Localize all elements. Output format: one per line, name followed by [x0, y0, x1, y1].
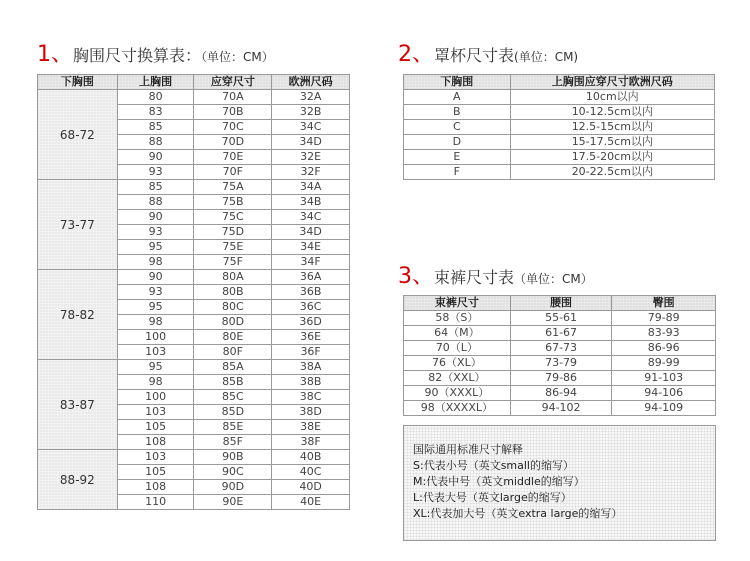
- bust-cell: 95: [117, 240, 194, 255]
- section1-unit: （单位：CM）: [201, 50, 274, 64]
- hip-cell: 89-99: [612, 356, 716, 371]
- bust-cell: 110: [117, 495, 194, 510]
- table-row: [38, 270, 350, 285]
- shapewear-size-cell: 98（XXXXL）: [404, 401, 511, 416]
- table-row: [404, 311, 716, 326]
- header-bust: 上胸围: [117, 75, 194, 90]
- hip-cell: 83-93: [612, 326, 716, 341]
- eu-size-cell: 36A: [272, 270, 350, 285]
- header-eu-size: 欧洲尺码: [272, 75, 350, 90]
- notes-line-xl: XL:代表加大号（英文extra large的缩写）: [413, 507, 623, 520]
- eu-size-cell: 38E: [272, 420, 350, 435]
- eu-size-cell: 34C: [272, 210, 350, 225]
- bust-cell: 108: [117, 435, 194, 450]
- shapewear-size-table: [403, 295, 716, 416]
- waist-cell: 86-94: [510, 386, 612, 401]
- hip-cell: 94-106: [612, 386, 716, 401]
- size-cell: 70C: [194, 120, 272, 135]
- table-row: [38, 450, 350, 465]
- table-row: [404, 326, 716, 341]
- size-cell: 90B: [194, 450, 272, 465]
- table-row: [38, 360, 350, 375]
- size-cell: 70D: [194, 135, 272, 150]
- waist-cell: 61-67: [510, 326, 612, 341]
- eu-size-cell: 36F: [272, 345, 350, 360]
- bust-cell: 98: [117, 255, 194, 270]
- waist-cell: 55-61: [510, 311, 612, 326]
- notes-line-s: S:代表小号（英文small的缩写）: [413, 459, 574, 472]
- eu-size-cell: 34C: [272, 120, 350, 135]
- cup-range-cell: 15-17.5cm以内: [510, 135, 714, 150]
- notes-title: 国际通用标准尺寸解释: [413, 443, 523, 456]
- hip-cell: 91-103: [612, 371, 716, 386]
- section3-unit: （单位：CM）: [514, 272, 593, 286]
- waist-cell: 67-73: [510, 341, 612, 356]
- shapewear-size-cell: 58（S）: [404, 311, 511, 326]
- header-underbust: 下胸围: [38, 75, 118, 90]
- bust-cell: 95: [117, 360, 194, 375]
- hip-cell: 79-89: [612, 311, 716, 326]
- table-row: [404, 150, 715, 165]
- cup-letter-cell: C: [404, 120, 511, 135]
- eu-size-cell: 34D: [272, 135, 350, 150]
- size-cell: 80C: [194, 300, 272, 315]
- bust-cell: 108: [117, 480, 194, 495]
- size-cell: 90E: [194, 495, 272, 510]
- bust-cell: 93: [117, 225, 194, 240]
- size-cell: 70F: [194, 165, 272, 180]
- eu-size-cell: 40D: [272, 480, 350, 495]
- header-waist: 腰围: [510, 296, 612, 311]
- header-size: 应穿尺寸: [194, 75, 272, 90]
- size-cell: 85D: [194, 405, 272, 420]
- bust-cell: 95: [117, 300, 194, 315]
- section1-number: 1、: [37, 42, 73, 67]
- section3-heading: 束裤尺寸表: [434, 268, 515, 287]
- section2-heading: 罩杯尺寸表: [434, 46, 515, 65]
- size-cell: 75A: [194, 180, 272, 195]
- table-row: [404, 341, 716, 356]
- shapewear-size-cell: 82（XXL）: [404, 371, 511, 386]
- eu-size-cell: 38D: [272, 405, 350, 420]
- bust-cell: 98: [117, 375, 194, 390]
- hip-cell: 94-109: [612, 401, 716, 416]
- bust-cell: 100: [117, 390, 194, 405]
- bust-cell: 93: [117, 165, 194, 180]
- shapewear-size-cell: 76（XL）: [404, 356, 511, 371]
- shapewear-size-cell: 64（M）: [404, 326, 511, 341]
- table-row: [38, 90, 350, 105]
- eu-size-cell: 36E: [272, 330, 350, 345]
- size-cell: 90C: [194, 465, 272, 480]
- cup-range-cell: 20-22.5cm以内: [510, 165, 714, 180]
- bust-cell: 105: [117, 420, 194, 435]
- size-cell: 75C: [194, 210, 272, 225]
- bust-cell: 100: [117, 330, 194, 345]
- section2-number: 2、: [398, 42, 434, 67]
- header-cup-range: 上胸围应穿尺寸欧洲尺码: [510, 75, 714, 90]
- eu-size-cell: 34E: [272, 240, 350, 255]
- size-cell: 90D: [194, 480, 272, 495]
- section2-unit: (单位：CM): [514, 50, 579, 64]
- bust-cell: 103: [117, 450, 194, 465]
- eu-size-cell: 36B: [272, 285, 350, 300]
- eu-size-cell: 34D: [272, 225, 350, 240]
- size-cell: 70E: [194, 150, 272, 165]
- notes-line-l: L:代表大号（英文large的缩写）: [413, 491, 572, 504]
- size-cell: 75E: [194, 240, 272, 255]
- section3-title: [398, 259, 593, 290]
- cup-letter-cell: E: [404, 150, 511, 165]
- cup-letter-cell: B: [404, 105, 511, 120]
- cup-range-cell: 12.5-15cm以内: [510, 120, 714, 135]
- section3-number: 3、: [398, 264, 434, 289]
- header-shapewear-size: 束裤尺寸: [404, 296, 511, 311]
- bust-cell: 103: [117, 405, 194, 420]
- size-cell: 85E: [194, 420, 272, 435]
- size-cell: 80F: [194, 345, 272, 360]
- eu-size-cell: 36C: [272, 300, 350, 315]
- waist-cell: 94-102: [510, 401, 612, 416]
- size-cell: 80E: [194, 330, 272, 345]
- size-cell: 75D: [194, 225, 272, 240]
- eu-size-cell: 38C: [272, 390, 350, 405]
- table-row: [404, 371, 716, 386]
- eu-size-cell: 38F: [272, 435, 350, 450]
- bust-cell: 83: [117, 105, 194, 120]
- eu-size-cell: 34A: [272, 180, 350, 195]
- bust-cell: 90: [117, 150, 194, 165]
- bust-cell: 90: [117, 210, 194, 225]
- table-header-row: [38, 75, 350, 90]
- eu-size-cell: 40C: [272, 465, 350, 480]
- table-row: [404, 356, 716, 371]
- bra-size-table: [37, 74, 350, 510]
- shapewear-size-cell: 70（L）: [404, 341, 511, 356]
- table-row: [404, 386, 716, 401]
- eu-size-cell: 34F: [272, 255, 350, 270]
- bust-cell: 105: [117, 465, 194, 480]
- hip-cell: 86-96: [612, 341, 716, 356]
- table-row: [404, 105, 715, 120]
- eu-size-cell: 36D: [272, 315, 350, 330]
- section1-heading: 胸围尺寸换算表：: [73, 46, 202, 65]
- table-row: [404, 90, 715, 105]
- size-cell: 80B: [194, 285, 272, 300]
- eu-size-cell: 32E: [272, 150, 350, 165]
- header-hip: 臀围: [612, 296, 716, 311]
- eu-size-cell: 40B: [272, 450, 350, 465]
- bust-cell: 88: [117, 135, 194, 150]
- cup-range-cell: 17.5-20cm以内: [510, 150, 714, 165]
- size-cell: 85B: [194, 375, 272, 390]
- underbust-group-cell: 78-82: [38, 270, 118, 360]
- cup-letter-cell: D: [404, 135, 511, 150]
- size-cell: 85C: [194, 390, 272, 405]
- eu-size-cell: 38A: [272, 360, 350, 375]
- table-row: [38, 180, 350, 195]
- table-row: [404, 165, 715, 180]
- cup-letter-cell: F: [404, 165, 511, 180]
- eu-size-cell: 32F: [272, 165, 350, 180]
- waist-cell: 73-79: [510, 356, 612, 371]
- size-cell: 75F: [194, 255, 272, 270]
- bust-cell: 103: [117, 345, 194, 360]
- header-cup: 下胸围: [404, 75, 511, 90]
- size-cell: 80D: [194, 315, 272, 330]
- table-row: [404, 401, 716, 416]
- table-header-row: [404, 75, 715, 90]
- underbust-group-cell: 68-72: [38, 90, 118, 180]
- size-notes-box: [403, 425, 716, 541]
- size-cell: 75B: [194, 195, 272, 210]
- cup-range-cell: 10cm以内: [510, 90, 714, 105]
- bust-cell: 98: [117, 315, 194, 330]
- table-header-row: [404, 296, 716, 311]
- shapewear-size-cell: 90（XXXL）: [404, 386, 511, 401]
- size-cell: 70B: [194, 105, 272, 120]
- cup-size-table: [403, 74, 715, 180]
- size-cell: 80A: [194, 270, 272, 285]
- eu-size-cell: 34B: [272, 195, 350, 210]
- size-cell: 85F: [194, 435, 272, 450]
- notes-line-m: M:代表中号（英文middle的缩写）: [413, 475, 585, 488]
- bust-cell: 80: [117, 90, 194, 105]
- waist-cell: 79-86: [510, 371, 612, 386]
- bust-cell: 85: [117, 180, 194, 195]
- bust-cell: 88: [117, 195, 194, 210]
- section2-title: [398, 37, 578, 68]
- cup-range-cell: 10-12.5cm以内: [510, 105, 714, 120]
- size-cell: 85A: [194, 360, 272, 375]
- underbust-group-cell: 73-77: [38, 180, 118, 270]
- table-row: [404, 135, 715, 150]
- table-row: [404, 120, 715, 135]
- size-cell: 70A: [194, 90, 272, 105]
- underbust-group-cell: 83-87: [38, 360, 118, 450]
- bust-cell: 93: [117, 285, 194, 300]
- eu-size-cell: 38B: [272, 375, 350, 390]
- section1-title: [37, 37, 274, 68]
- eu-size-cell: 32B: [272, 105, 350, 120]
- cup-letter-cell: A: [404, 90, 511, 105]
- eu-size-cell: 40E: [272, 495, 350, 510]
- bust-cell: 85: [117, 120, 194, 135]
- eu-size-cell: 32A: [272, 90, 350, 105]
- bust-cell: 90: [117, 270, 194, 285]
- underbust-group-cell: 88-92: [38, 450, 118, 510]
